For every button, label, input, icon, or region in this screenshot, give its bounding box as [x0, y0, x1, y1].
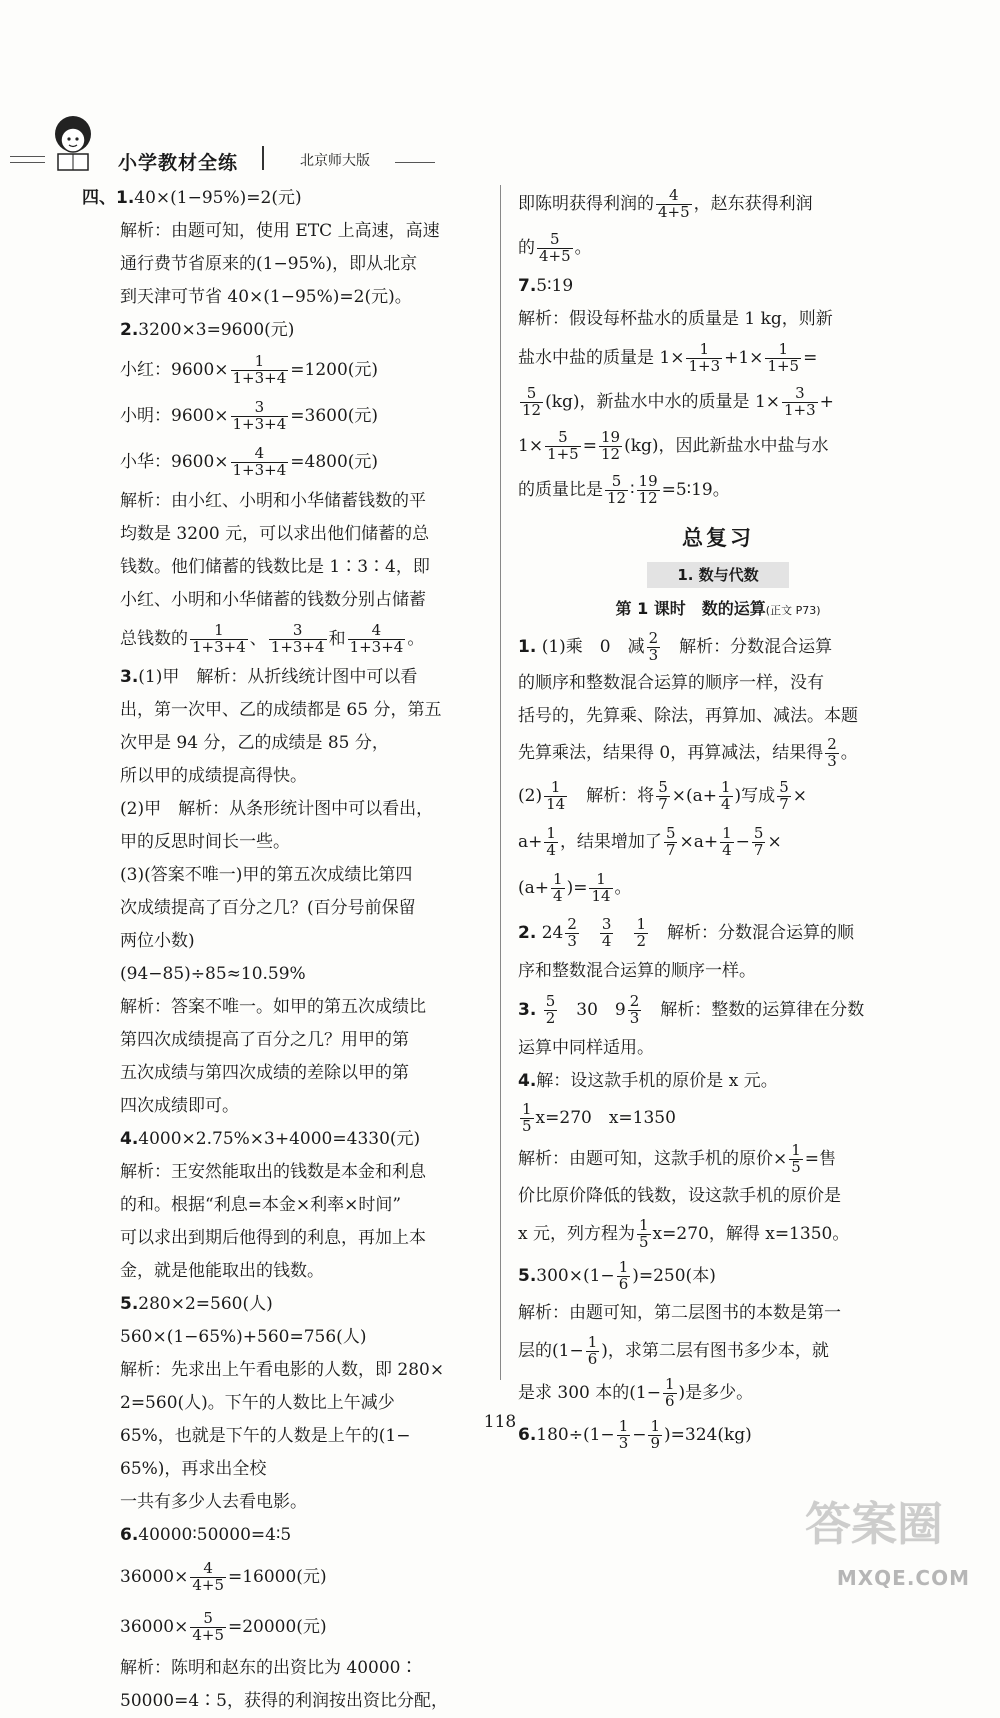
q6-row-2: 36000× $\frac{5}{4+5}$ =20000(元): [120, 1609, 327, 1644]
r1-line-3: 括号的，先算乘、除法，再算加、减法。本题: [518, 706, 858, 726]
cont-line-2: 的 $\frac{5}{4+5}$ 。: [518, 230, 592, 265]
q4-exp-3: 可以求出到期后他得到的利息，再加上本: [120, 1228, 426, 1248]
q4-1-exp-1: 解析：由题可知，使用 ETC 上高速，高速: [120, 221, 440, 241]
q3-line-2: 出，第一次甲、乙的成绩都是 65 分，第五: [120, 700, 442, 720]
q4-marker: 4.: [120, 1129, 139, 1149]
r6-line-1: 6.180÷(1− $\frac{1}{3}$ − $\frac{1}{9}$ )=324(kg): [518, 1417, 752, 1452]
q3-line-7: (3)(答案不唯一)甲的第五次成绩比第四: [120, 865, 413, 885]
q2-exp-5: 总钱数的 $\frac{1}{1+3+4}$ 、 $\frac{3}{1+3+4}$ 和 $\frac{4}{1+3+4}$ 。: [120, 621, 425, 656]
q5-exp-3: 65%，也就是下午的人数是上午的(1−: [120, 1426, 411, 1446]
r1-line-5: (2) $\frac{1}{14}$ 解析：将 $\frac{5}{7}$ ×(a+ $\frac{1}{4}$ )写成 $\frac{5}{7}$ ×: [518, 778, 807, 813]
r1-line-7: (a+ $\frac{1}{4}$ )= $\frac{1}{14}$ 。: [518, 870, 632, 905]
q4-1-marker: 四、1.: [82, 188, 135, 208]
q3-line-3: 次甲是 94 分，乙的成绩是 85 分，: [120, 733, 389, 753]
q2-marker: 2.: [120, 320, 139, 340]
r1-line-2: 的顺序和整数混合运算的顺序一样，没有: [518, 673, 824, 693]
r7-exp-1: 解析：假设每杯盐水的质量是 1 kg，则新: [518, 309, 833, 329]
lesson-title: 第 1 课时 数的运算(正文 P73): [615, 599, 821, 618]
q6-exp-1: 解析：陈明和赵东的出资比为 40000∶: [120, 1658, 418, 1678]
q2-row-xiaohong: 小红：9600× $\frac{1}{1+3+4}$ =1200(元): [120, 352, 379, 387]
q4-1-equation: 40×(1−95%)=2(元): [134, 188, 302, 208]
r7-exp-3: $\frac{5}{12}$ (kg)，新盐水中水的质量是 1× $\frac{3}{1+3}$ +: [522, 384, 834, 419]
q6-marker: 6.: [120, 1525, 139, 1545]
section-title: 总复习: [682, 526, 754, 550]
q3-line-13: 五次成绩与第四次成绩的差除以甲的第: [120, 1063, 409, 1083]
q3-line-10: (94−85)÷85≈10.59%: [120, 964, 306, 984]
cont-line-1: 即陈明获得利润的 $\frac{4}{4+5}$ ，赵东获得利润: [518, 186, 813, 221]
q4-1-exp-3: 到天津可节省 40×(1−95%)=2(元)。: [120, 287, 412, 307]
q2-exp-3: 钱数。他们储蓄的钱数比是 1∶3∶4，即: [120, 557, 430, 577]
q2-exp-4: 小红、小明和小华储蓄的钱数分别占储蓄: [120, 590, 426, 610]
q5-equation-2: 560×(1−65%)+560=756(人): [120, 1327, 367, 1347]
header-separator: [262, 146, 264, 170]
q3-line-11: 解析：答案不唯一。如甲的第五次成绩比: [120, 997, 426, 1017]
r1-line-4: 先算乘法，结果得 0，再算减法，结果得 $\frac{2}{3}$ 。: [518, 735, 858, 770]
q2-exp-2: 均数是 3200 元，可以求出他们储蓄的总: [120, 524, 430, 544]
q3-line-4: 所以甲的成绩提高得快。: [120, 766, 307, 786]
r4-line-2: $\frac{1}{5}$ x=270 x=1350: [522, 1100, 676, 1135]
header-rule-right: [395, 162, 435, 163]
r7-exp-5: 的质量比是 $\frac{5}{12}$ ∶ $\frac{19}{12}$ =5∶19。: [518, 472, 730, 507]
r4-line-1: 4.解：设这款手机的原价是 x 元。: [518, 1071, 778, 1091]
q4-1-exp-2: 通行费节省原来的(1−95%)，即从北京: [120, 254, 418, 274]
svg-text:答案圈: 答案圈: [805, 1497, 943, 1551]
q5-equation-1: 280×2=560(人): [138, 1294, 273, 1314]
q4-equation: 4000×2.75%×3+4000=4330(元): [138, 1129, 421, 1149]
q3-line-1: (1)甲 解析：从折线统计图中可以看: [138, 667, 418, 687]
right-column: [518, 182, 918, 1456]
q3-line-5: (2)甲 解析：从条形统计图中可以看出，: [120, 799, 434, 819]
q4-exp-2: 的和。根据“利息=本金×利率×时间”: [120, 1195, 402, 1215]
r7-exp-2: 盐水中盐的质量是 1× $\frac{1}{1+3}$ +1× $\frac{1}{1+5}$ =: [518, 340, 818, 375]
header-rule-left: [10, 156, 45, 157]
q3-line-12: 第四次成绩提高了百分之几？用甲的第: [120, 1030, 409, 1050]
column-divider: [500, 185, 501, 1380]
r3-line-1: 3. $\frac{5}{2}$ 30 9 $\frac{2}{3}$ 解析：整数的运算律在分数: [518, 992, 865, 1027]
r1-line-1: 1. (1)乘 0 减 $\frac{2}{3}$ 解析：分数混合运算: [518, 629, 833, 664]
page-number: 118: [483, 1412, 517, 1432]
mascot-logo-icon: [38, 110, 108, 176]
r7-answer: 5∶19: [536, 276, 574, 296]
q5-marker: 5.: [120, 1294, 139, 1314]
q5-exp-1: 解析：先求出上午看电影的人数，即 280×: [120, 1360, 445, 1380]
q2-row-xiaoming: 小明：9600× $\frac{3}{1+3+4}$ =3600(元): [120, 398, 379, 433]
lesson-ref: (正文 P73): [765, 604, 821, 617]
q4-exp-4: 金，就是他能取出的钱数。: [120, 1261, 324, 1281]
r5-exp-2: 层的(1− $\frac{1}{6}$ )，求第二层有图书多少本，就: [518, 1333, 829, 1368]
r4-exp-3: x 元，列方程为 $\frac{1}{5}$ x=270，解得 x=1350。: [518, 1216, 850, 1251]
r2-line-2: 序和整数混合运算的顺序一样。: [518, 961, 756, 981]
q6-equation: 40000∶50000=4∶5: [138, 1525, 292, 1545]
q3-marker: 3.: [120, 667, 139, 687]
r5-exp-1: 解析：由题可知，第二层图书的本数是第一: [518, 1303, 841, 1323]
subsection-banner: 1. 数与代数: [518, 559, 918, 592]
q2-row-xiaohua: 小华：9600× $\frac{4}{1+3+4}$ =4800(元): [120, 444, 379, 479]
q6-exp-2: 50000=4∶5，获得的利润按出资比分配，: [120, 1691, 448, 1711]
r1-line-6: a+ $\frac{1}{4}$ ，结果增加了 $\frac{5}{7}$ ×a+ $\frac{1}{4}$ − $\frac{5}{7}$ ×: [518, 824, 782, 859]
r5-line-1: 5.300×(1− $\frac{1}{6}$ )=250(本): [518, 1258, 716, 1293]
r5-exp-3: 是求 300 本的(1− $\frac{1}{6}$ )是多少。: [518, 1375, 754, 1410]
page-header: [0, 110, 500, 180]
q5-exp-4: 65%)，再求出全校: [120, 1459, 267, 1479]
q5-exp-5: 一共有多少人去看电影。: [120, 1492, 307, 1512]
q5-exp-2: 2=560(人)。下午的人数比上午减少: [120, 1393, 395, 1413]
header-rule-left-2: [10, 162, 45, 163]
watermark-site: MXQE.COM: [836, 1566, 970, 1590]
r4-exp-1: 解析：由题可知，这款手机的原价× $\frac{1}{5}$ =售: [518, 1141, 837, 1176]
watermark-logo-icon: [800, 1480, 980, 1570]
r4-exp-2: 价比原价降低的钱数，设这款手机的原价是: [518, 1186, 841, 1206]
q3-line-6: 甲的反思时间长一些。: [120, 832, 290, 852]
series-title: 小学教材全练: [118, 152, 239, 174]
r2-line-1: 2. 24 $\frac{2}{3}$ $\frac{3}{4}$ $\frac{1}{2}$ 解析：分数混合运算的顺: [518, 915, 854, 950]
r3-line-2: 运算中同样适用。: [518, 1038, 654, 1058]
r7-exp-4: 1× $\frac{5}{1+5}$ = $\frac{19}{12}$ (kg)，因此新盐水中盐与水: [518, 428, 829, 463]
left-column: [82, 182, 487, 1718]
q3-line-9: 两位小数): [120, 931, 195, 951]
q2-exp-1: 解析：由小红、小明和小华储蓄钱数的平: [120, 491, 426, 511]
q4-exp-1: 解析：王安然能取出的钱数是本金和利息: [120, 1162, 426, 1182]
r7-marker: 7.: [518, 276, 537, 296]
q2-equation: 3200×3=9600(元): [138, 320, 295, 340]
q3-line-8: 次成绩提高了百分之几？(百分号前保留: [120, 898, 416, 918]
q3-line-14: 四次成绩即可。: [120, 1096, 239, 1116]
edition-label: 北京师大版: [300, 153, 370, 169]
q6-row-1: 36000× $\frac{4}{4+5}$ =16000(元): [120, 1559, 327, 1594]
